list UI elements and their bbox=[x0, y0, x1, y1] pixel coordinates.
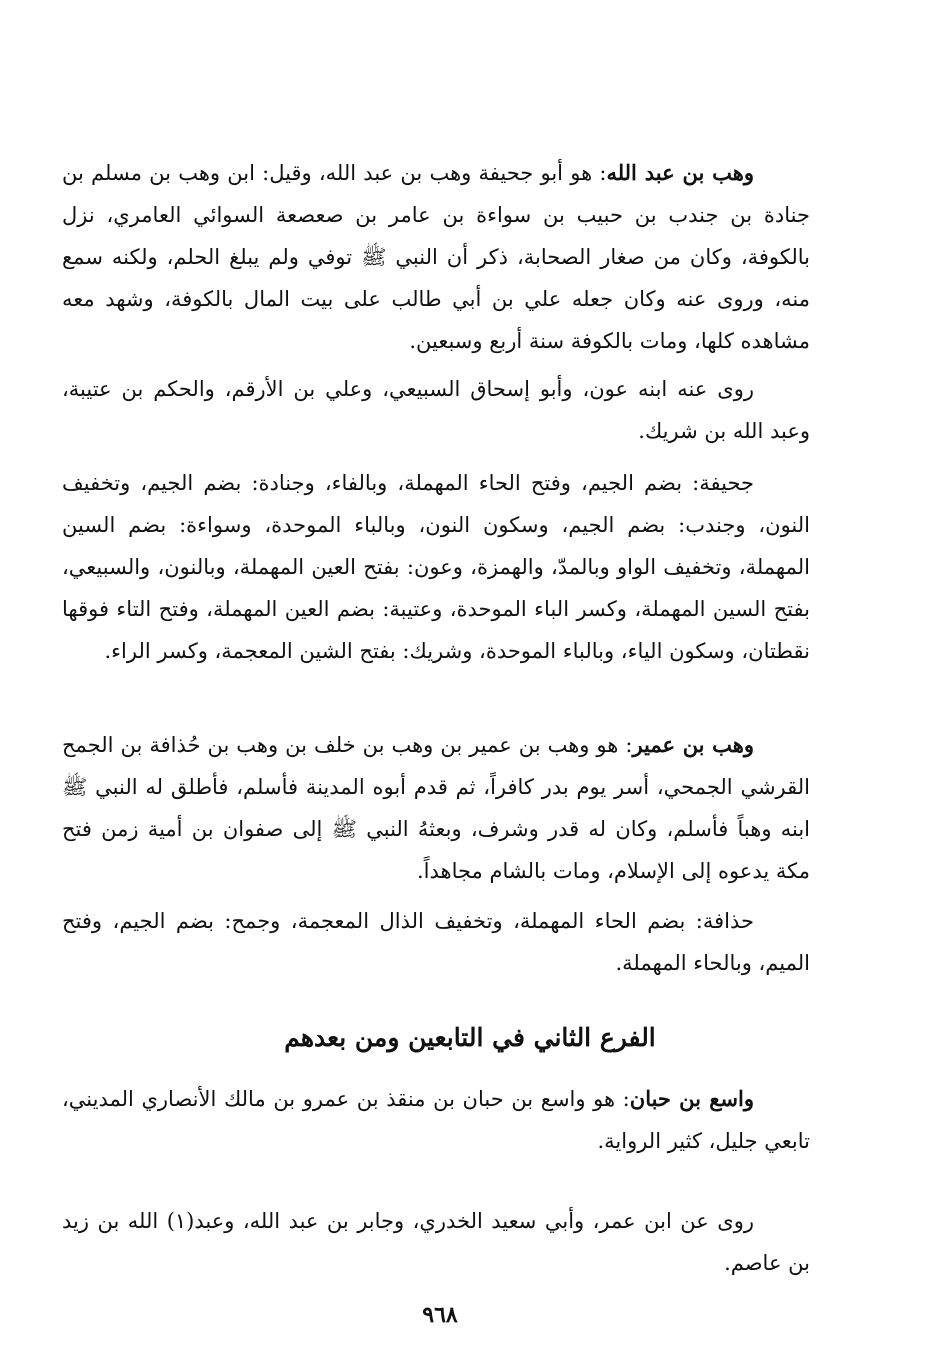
paragraph-text: حذافة: بضم الحاء المهملة، وتخفيف الذال المعجمة، وجمح: بضم الجيم، وفتح الميم، وبالحاء المهملة. bbox=[62, 909, 810, 975]
section-heading: الفرع الثاني في التابعين ومن بعدهم bbox=[284, 1023, 656, 1052]
entry-wasi-ibn-habban bbox=[62, 1078, 810, 1162]
page-number: ٩٦٨ bbox=[422, 1302, 458, 1328]
pronunciation-paragraph bbox=[62, 462, 810, 672]
entry-term: وهب بن عمير bbox=[632, 732, 754, 757]
entry-wahb-ibn-abdullah bbox=[62, 152, 810, 362]
entry-term: وهب بن عبد الله bbox=[606, 160, 754, 185]
entry-wahb-ibn-umair bbox=[62, 724, 810, 892]
pronunciation-paragraph bbox=[62, 900, 810, 984]
entry-text: : هو واسع بن حبان بن منقذ بن عمرو بن مالك الأنصاري المديني، تابعي جليل، كثير الرواية. bbox=[62, 1087, 810, 1153]
entry-text: : هو أبو جحيفة وهب بن عبد الله، وقيل: ابن وهب بن مسلم بن جنادة بن جندب بن حبيب بن سواءة بن عامر بن صعصعة السوائي العامري، نزل بالكوفة، وكان من صغار الصحابة، ذكر أن النبي ﷺ توفي ولم يبلغ الحلم، ولكنه سمع منه، وروى عنه وكان جعله علي بن أبي طالب على بيت المال بالكوفة، وشهد معه مشاهده كلها، ومات بالكوفة سنة أربع وسبعين. bbox=[62, 161, 810, 353]
paragraph-text: روى عنه ابنه عون، وأبو إسحاق السبيعي، وعلي بن الأرقم، والحكم بن عتيبة، وعبد الله بن شريك. bbox=[62, 377, 810, 443]
entry-text: : هو وهب بن عمير بن وهب بن خلف بن وهب بن حُذافة بن الجمح القرشي الجمحي، أسر يوم بدر كافراً، ثم قدم أبوه المدينة فأسلم، فأطلق له النبي ﷺ ابنه وهباً فأسلم، وكان له قدر وشرف، وبعثهُ النبي ﷺ إلى صفوان بن أمية زمن فتح مكة يدعوه إلى الإسلام، ومات بالشام مجاهداً. bbox=[62, 733, 810, 883]
entry-term: واسع بن حبان bbox=[629, 1086, 755, 1111]
narrators-paragraph bbox=[62, 1200, 810, 1284]
paragraph-text: روى عن ابن عمر، وأبي سعيد الخدري، وجابر بن عبد الله، وعبد(١) الله بن زيد بن عاصم. bbox=[62, 1209, 810, 1275]
paragraph-text: جحيفة: بضم الجيم، وفتح الحاء المهملة، وبالفاء، وجنادة: بضم الجيم، وتخفيف النون، وجندب: بضم الجيم، وسكون النون، وبالباء الموحدة، وسواءة: بضم السين المهملة، وتخفيف الواو وبالمدّ، والهمزة، وعون: بفتح العين المهملة، وبالنون، والسبيعي، بفتح السين المهملة، وكسر الباء الموحدة، وعتيبة: بضم العين المهملة، وفتح التاء فوقها نقطتان، وسكون الياء، وبالباء الموحدة، وشريك: بفتح الشين المعجمة، وكسر الراء. bbox=[62, 471, 810, 663]
narrators-paragraph bbox=[62, 368, 810, 452]
